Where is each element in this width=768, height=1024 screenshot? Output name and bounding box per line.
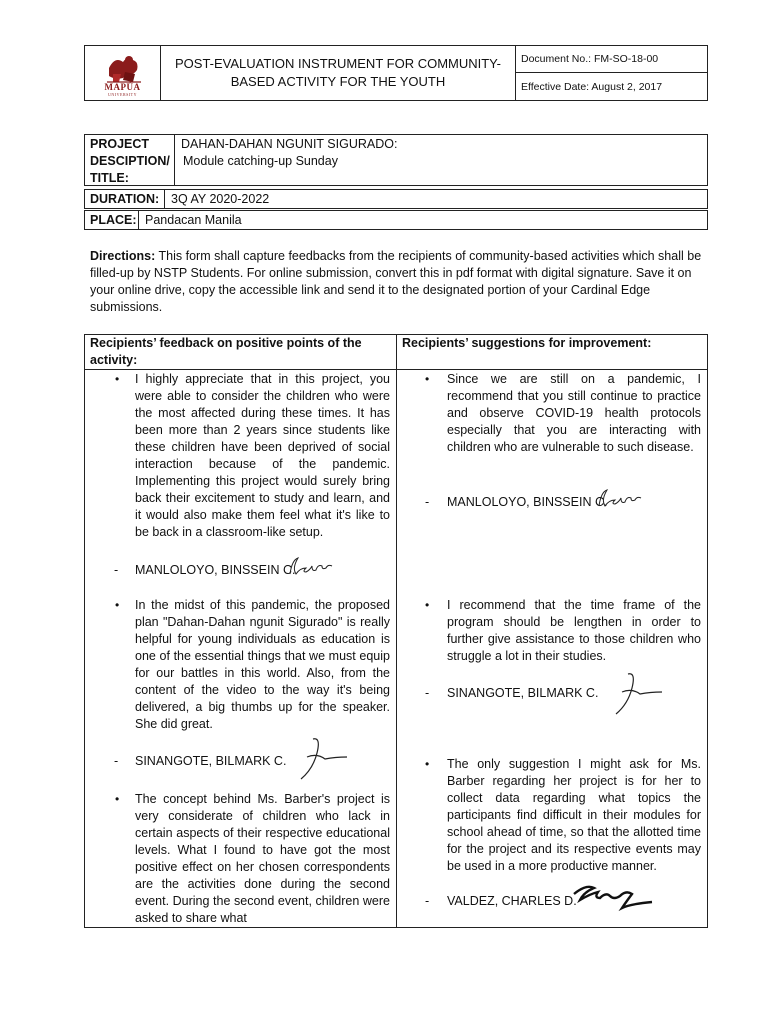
project-title-row xyxy=(84,134,708,186)
bullet: • xyxy=(425,372,430,386)
bullet: • xyxy=(115,792,120,806)
right-suggestion-3: The only suggestion I might ask for Ms. Barber regarding her project is for her to collect data regarding what topics the participants find difficult in their modules for school ahead of time, so that the allotted time for the project and its respective events may be used in a more productive manner. xyxy=(447,757,701,873)
dash: - xyxy=(425,495,430,509)
logo-cell xyxy=(84,45,161,101)
dash: - xyxy=(425,894,430,908)
logo-subtext: UNIVERSITY xyxy=(108,92,137,97)
form-title-cell xyxy=(160,45,516,101)
dash: - xyxy=(425,686,430,700)
signature-sinangote-left xyxy=(285,735,351,788)
left-column-header: Recipients’ feedback on positive points of the activity: xyxy=(90,336,362,367)
left-author-2: SINANGOTE, BILMARK C. xyxy=(135,754,287,768)
right-author-2: SINANGOTE, BILMARK C. xyxy=(447,686,599,700)
signature-manloloyo-left xyxy=(286,552,334,585)
place-label: PLACE: xyxy=(85,211,139,229)
place-value: Pandacan Manila xyxy=(145,213,242,227)
bullet: • xyxy=(425,757,430,771)
dash: - xyxy=(114,563,119,577)
place-row xyxy=(84,210,708,230)
directions xyxy=(90,248,704,316)
right-suggestion-1: Since we are still on a pandemic, I recommend that you still continue to practice and observe COVID-19 health protocols especially that you are interacting with children who are vulnerable to such disease. xyxy=(447,372,701,454)
left-feedback-1: I highly appreciate that in this project, you were able to consider the children who were the most affected during these times. It has been more than 2 years since students like these children have been deprived of social interaction because of the pandemic. Implementing this project would surely bring back their excitement to study and learn, and it would also make them feel what it's like to be back in a classroom-like setup. xyxy=(135,372,390,539)
effective-date: Effective Date: August 2, 2017 xyxy=(515,72,708,101)
signature-sinangote-right xyxy=(600,670,666,723)
right-author-1: MANLOLOYO, BINSSEIN C. xyxy=(447,495,608,509)
left-feedback-3: The concept behind Ms. Barber's project is very considerate of children who lack in certain aspects of their respective educational levels. What I found to have got the most positive effect on her chosen correspondents are the activities done during the second event. During the second event, children were asked to share what xyxy=(135,792,390,925)
duration-value: 3Q AY 2020-2022 xyxy=(171,192,270,206)
project-title-value-line2: Module catching-up Sunday xyxy=(183,154,338,168)
left-feedback-2: In the midst of this pandemic, the proposed plan "Dahan-Dahan ngunit Sigurado" is really helpful for young individuals as education is one of the essential things that we must equip for our battles in this world. Also, from the content of the video to the way it's being delivered, a big thumbs up for the speaker. She did great. xyxy=(135,598,390,731)
directions-label: Directions: xyxy=(90,249,156,263)
left-author-1: MANLOLOYO, BINSSEIN C. xyxy=(135,563,296,577)
bullet: • xyxy=(115,372,120,386)
logo-text: MAPÚA xyxy=(104,82,141,92)
project-title-label: PROJECT DESCIPTION/ TITLE: xyxy=(85,135,175,185)
bullet: • xyxy=(425,598,430,612)
signature-manloloyo-right xyxy=(595,484,643,517)
right-author-3: VALDEZ, CHARLES D. xyxy=(447,894,577,908)
bullet: • xyxy=(115,598,120,612)
form-title: POST-EVALUATION INSTRUMENT FOR COMMUNITY-BASED ACTIVITY FOR THE YOUTH xyxy=(175,56,501,89)
document-number: Document No.: FM-SO-18-00 xyxy=(515,45,708,73)
right-suggestion-2: I recommend that the time frame of the program should be lengthen in order to further give assistance to those children who struggle a lot in their studies. xyxy=(447,598,701,663)
duration-row xyxy=(84,189,708,209)
duration-label: DURATION: xyxy=(85,190,165,208)
dash: - xyxy=(114,754,119,768)
project-title-value-line1: DAHAN-DAHAN NGUNIT SIGURADO: xyxy=(181,137,398,151)
signature-valdez xyxy=(568,880,658,919)
right-column-header: Recipients’ suggestions for improvement: xyxy=(402,336,652,350)
directions-text: This form shall capture feedbacks from the recipients of community-based activities which shall be filled-up by NSTP Students. For online submission, convert this in pdf format with digital signature. Save it on your online drive, copy the accessible link and send it to the designated portion of your Cardinal Edge submissions. xyxy=(90,249,702,314)
